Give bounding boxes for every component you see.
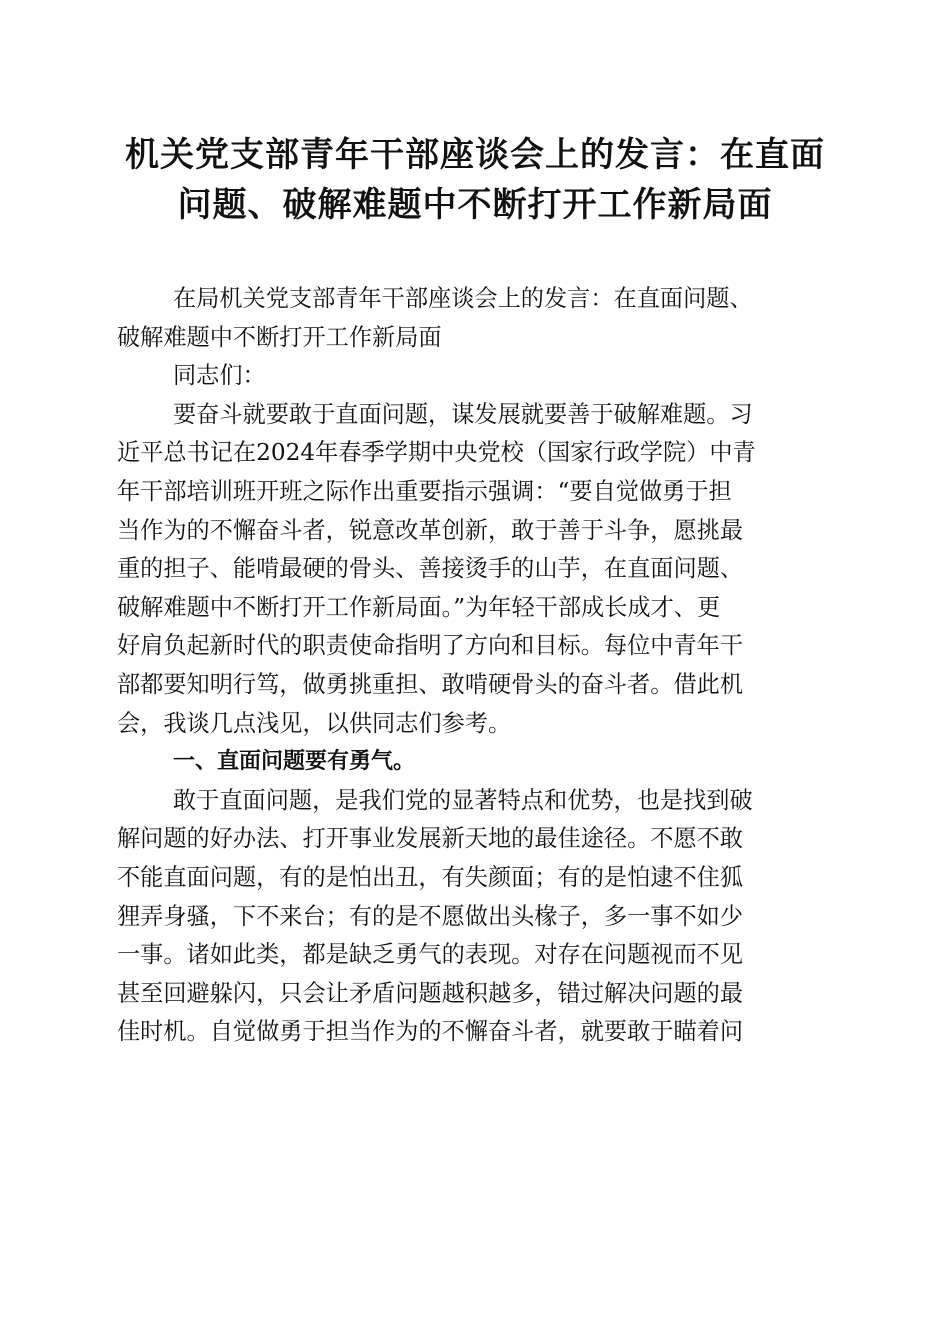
paragraph-line: 会，我谈几点浅见，以供同志们参考。 [117,709,512,737]
paragraph-line: 部都要知明行笃，做勇挑重担、敢啃硬骨头的奋斗者。借此机 [117,670,744,698]
document-title [110,130,840,230]
paragraph-line: 甚至回避躲闪，只会让矛盾问题越积越多，错过解决问题的最 [117,979,744,1007]
paragraph-line: 破解难题中不断打开工作新局面。”为年轻干部成长成才、更 [117,593,721,621]
salutation: 同志们： [173,362,266,390]
title-line-2: 问题、破解难题中不断打开工作新局面 [177,185,773,225]
paragraph-line: 不能直面问题，有的是怕出丑，有失颜面；有的是怕逮不住狐 [117,863,744,891]
paragraph-line: 好肩负起新时代的职责使命指明了方向和目标。每位中青年干 [117,632,744,660]
paragraph-line: 狸弄身骚，下不来台；有的是不愿做出头椽子，多一事不如少 [117,902,744,930]
paragraph-line: 解问题的好办法、打开事业发展新天地的最佳途径。不愿不敢 [117,825,744,853]
paragraph-line: 当作为的不懈奋斗者，锐意改革创新，敢于善于斗争，愿挑最 [117,516,744,544]
paragraph-line: 年干部培训班开班之际作出重要指示强调：“要自觉做勇于担 [117,477,732,505]
paragraph-line: 佳时机。自觉做勇于担当作为的不懈奋斗者，就要敢于瞄着问 [117,1018,744,1046]
section-heading: 一、直面问题要有勇气。 [173,749,416,775]
paragraph-line: 重的担子、能啃最硬的骨头、善接烫手的山芋，在直面问题、 [117,555,744,583]
document-body [117,280,829,1052]
paragraph-line: 敢于直面问题，是我们党的显著特点和优势，也是找到破 [173,786,753,814]
paragraph-line: 近平总书记在2024年春季学期中央党校（国家行政学院）中青 [117,439,756,467]
subtitle-line-2: 破解难题中不断打开工作新局面 [117,323,442,351]
paragraph-line: 要奋斗就要敢于直面问题，谋发展就要善于破解难题。习 [173,400,753,428]
paragraph-line: 一事。诸如此类，都是缺乏勇气的表现。对存在问题视而不见 [117,941,744,969]
title-line-1: 机关党支部青年干部座谈会上的发言：在直面 [125,135,825,175]
subtitle-line-1: 在局机关党支部青年干部座谈会上的发言：在直面问题、 [173,285,753,312]
